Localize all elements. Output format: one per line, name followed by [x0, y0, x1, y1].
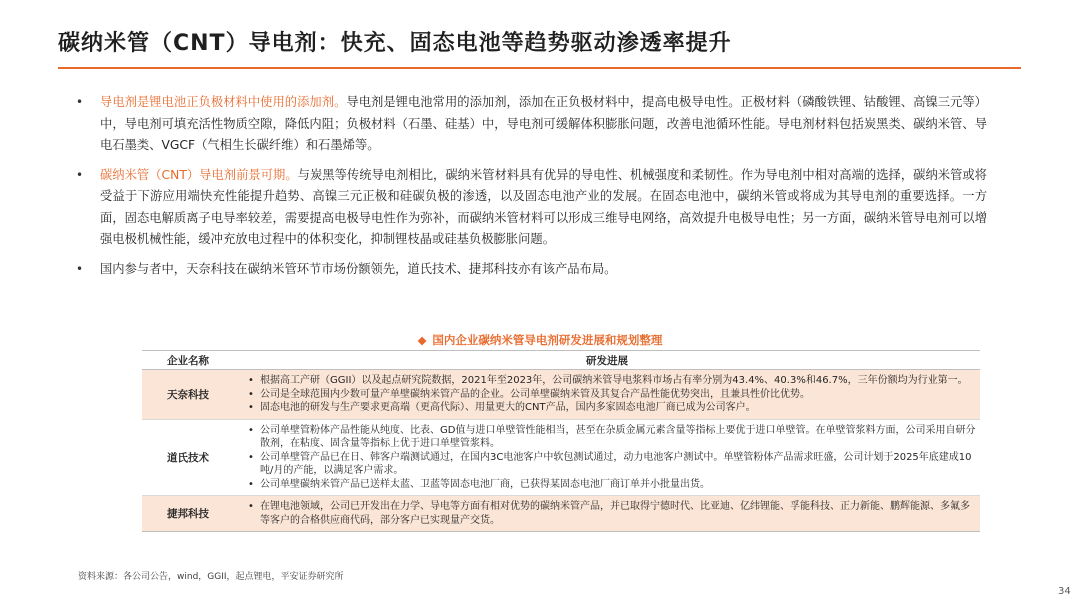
- progress-item: • 公司是全球范围内少数可量产单壁碳纳米管产品的企业。公司单壁碳纳米管及其复合产品性能优势突出，且兼具性价比优势。: [248, 388, 976, 402]
- page-title: 碳纳米管（CNT）导电剂：快充、固态电池等趋势驱动渗透率提升: [58, 31, 732, 56]
- header-progress: 研发进展: [234, 351, 980, 370]
- progress-item: • 根据高工产研（GGII）以及起点研究院数据，2021年至2023年，公司碳纳米管导电浆料市场占有率分别为43.4%、40.3%和46.7%，三年份额均为行业第一。: [248, 374, 976, 388]
- bullet-highlight: 导电剂是锂电池正负极材料中使用的添加剂。: [100, 95, 347, 109]
- table-row: [142, 419, 980, 496]
- diamond-icon: ◆: [417, 333, 427, 347]
- table-row: [142, 496, 980, 532]
- company-progress-table: [142, 350, 980, 532]
- company-name: 捷邦科技: [142, 496, 234, 532]
- progress-cell: [234, 370, 980, 420]
- bullet-text: 导电剂是锂电池常用的添加剂，添加在正负极材料中，提高电极导电性。正极材料（磷酸铁锂、钴酸锂、高镍三元等）中，导电剂可填充活性物质空隙，降低内阻；负极材料（石墨、硅基）中，导电剂可缓解体积膨胀问题，改善电池循环性能。导电剂材料包括炭黑类、碳纳米管、导电石墨类、VGCF（气相生长碳纤维）和石墨烯等。: [100, 95, 987, 152]
- bullet-dot: •: [76, 95, 84, 109]
- table-header-row: [142, 351, 980, 370]
- progress-item: • 公司单壁管产品已在日、韩客户端测试通过，在国内3C电池客户中软包测试通过，动力电池客户测试中。单壁管粉体产品需求旺盛，公司计划于2025年底建成10吨/月的产能，以满足客户需求。: [248, 451, 976, 478]
- bullet-list: [72, 92, 987, 280]
- table-title: [0, 332, 1080, 348]
- bullet-text: 与炭黑等传统导电剂相比，碳纳米管材料具有优异的导电性、机械强度和柔韧性。作为导电剂中相对高端的选择，碳纳米管或将受益于下游应用端快充性能提升趋势、高镍三元正极和硅碳负极的渗透，以及固态电池产业的发展。在固态电池中，碳纳米管或将成为其导电剂的重要选择。一方面，固态电解质离子电导率较差，需要提高电极导电性作为弥补，而碳纳米管材料可以形成三维导电网络，高效提升电极导电性；另一方面，碳纳米管导电剂可以增强电极机械性能，缓冲充放电过程中的体积变化，抑制锂枝晶或硅基负极膨胀问题。: [100, 167, 987, 246]
- page-number: 34: [1058, 586, 1071, 597]
- table-row: [142, 370, 980, 420]
- bullet-item: [72, 92, 987, 157]
- bullet-dot: •: [76, 261, 84, 276]
- source-note: 资料来源：各公司公告，wind，GGII，起点锂电，平安证券研究所: [78, 572, 344, 582]
- table-title-text: 国内企业碳纳米管导电剂研发进展和规划整理: [432, 333, 663, 347]
- progress-cell: [234, 419, 980, 496]
- company-name: 道氏技术: [142, 419, 234, 496]
- bullet-dot: •: [76, 167, 84, 182]
- progress-item: • 固态电池的研发与生产要求更高端（更高代际）、用量更大的CNT产品，国内多家固态电池厂商已成为公司客户。: [248, 401, 976, 415]
- bullet-item: [72, 259, 987, 281]
- bullet-highlight: 碳纳米管（CNT）导电剂前景可期。: [100, 167, 298, 182]
- progress-item: • 公司单壁碳纳米管产品已送样太蓝、卫蓝等固态电池厂商，已获得某固态电池厂商订单并小批量出货。: [248, 478, 976, 492]
- bullet-text: 国内参与者中，天奈科技在碳纳米管环节市场份额领先，道氏技术、捷邦科技亦有该产品布局。: [100, 261, 617, 276]
- header-company: 企业名称: [142, 351, 234, 370]
- bullet-item: [72, 165, 987, 251]
- company-name: 天奈科技: [142, 370, 234, 420]
- progress-item: • 在锂电池领域，公司已开发出在力学、导电等方面有相对优势的碳纳米管产品，并已取得宁德时代、比亚迪、亿纬锂能、孚能科技、正力新能、鹏辉能源、多氟多等客户的合格供应商代码，部分客户已实现量产交货。: [248, 500, 976, 527]
- progress-cell: [234, 496, 980, 532]
- title-divider: [58, 67, 1021, 69]
- progress-item: • 公司单壁管粉体产品性能从纯度、比表、GD值与进口单壁管性能相当，甚至在杂质金属元素含量等指标上要优于进口单壁管。在单壁管浆料方面，公司采用自研分散剂，在粘度、固含量等指标上优于进口单壁管浆料。: [248, 424, 976, 451]
